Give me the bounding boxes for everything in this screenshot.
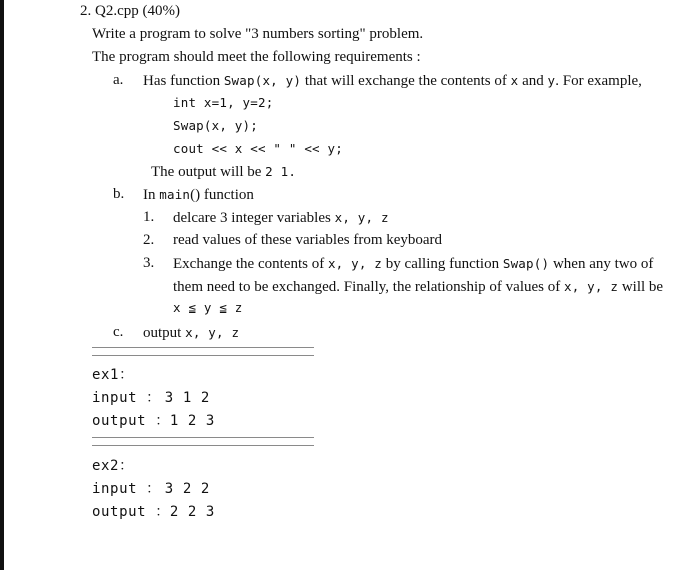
variable-y-code: y [547,73,556,88]
separator-2 [92,437,314,446]
example-2-label: ex2： [92,458,134,474]
example-1-output-value: 1 2 3 [169,413,215,429]
sorting-relation: x ≦ y ≦ z [173,300,243,315]
requirement-b-item-3-code-2: Swap() [502,256,550,271]
requirement-c-code: x, y, z [185,325,240,340]
requirement-a-text-and: and [518,73,548,89]
requirement-b-item-2-number: 2. [143,232,155,248]
example-code-line-1: int x=1, y=2; [173,95,274,110]
requirement-a-text-pre: Has function [143,73,224,89]
example-2-output-value: 2 2 3 [169,504,215,520]
swap-code-signature: Swap(x, y) [223,73,302,88]
main-code: main [159,187,191,202]
requirement-b-item-3-code-1: x, y, z [327,256,383,271]
requirement-b-item-1-code: x, y, z [334,210,389,225]
example-output-line [151,164,296,180]
requirement-b-item-3-line-2 [173,279,663,295]
requirement-b-item-3-text-2: by calling function [382,256,503,272]
requirement-b-item-3-number: 3. [143,255,155,271]
variable-x-code: x [510,73,519,88]
left-border [0,0,4,570]
example-output-pre: The output will be [151,164,266,180]
question-title: 2. Q2.cpp (40%) [80,3,180,19]
requirement-b-marker: b. [113,186,125,202]
requirement-c-line [143,325,239,341]
requirement-b-item-1-number: 1. [143,209,155,225]
example-1-output [92,414,215,428]
example-1-input-label: input ： [92,390,161,406]
example-2-output [92,505,215,519]
requirement-a-marker: a. [113,72,124,88]
example-output-value: 2 1. [265,164,297,179]
requirement-c-text: output [143,325,186,341]
example-2-input-value: 3 2 2 [164,481,210,497]
example-code-line-3: cout << x << " " << y; [173,141,343,156]
question-intro-line-2: The program should meet the following requirements : [92,49,421,65]
requirement-b-text-pre: In [143,187,160,203]
requirement-b-text-post: () function [190,187,254,203]
example-1-input-value: 3 1 2 [164,390,210,406]
requirement-b-item-3-text-3: when any two of [549,256,654,272]
requirement-b-item-3-line-2-post: will be [618,279,664,295]
requirement-b-item-3-line-1 [173,256,653,272]
requirement-b-item-2-text: read values of these variables from keyboard [173,232,443,248]
requirement-b-item-1 [173,210,389,226]
requirement-a-text-mid: that will exchange the contents of [301,73,511,89]
example-1-input [92,391,210,405]
requirement-c-marker: c. [113,324,124,340]
question-intro-line-1: Write a program to solve "3 numbers sorting" problem. [92,26,424,42]
example-1-output-label: output ： [92,413,170,429]
requirement-a-line [143,73,642,89]
requirement-b-line [143,187,254,203]
requirement-b-item-3-text-1: Exchange the contents of [173,256,328,272]
example-2-input-label: input ： [92,481,161,497]
example-2-input [92,482,210,496]
requirement-b-item-3-line-2-code: x, y, z [564,279,619,294]
example-2-output-label: output ： [92,504,170,520]
example-1-label: ex1： [92,367,134,383]
requirement-a-text-post: . For example, [555,73,642,89]
requirement-b-item-3-line-2-pre: them need to be exchanged. Finally, the relationship of values of [173,279,564,295]
separator-1 [92,347,314,356]
example-code-line-2: Swap(x, y); [173,118,258,133]
requirement-b-item-1-text: delcare 3 integer variables [173,210,335,226]
